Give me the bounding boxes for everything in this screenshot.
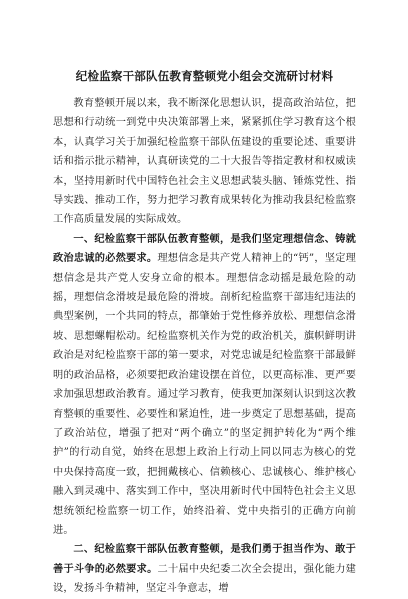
section-1-paragraph — [53, 230, 356, 541]
section-1-text: 理想信念是共产党人精神上的“钙”，坚定理想信念是共产党人安身立命的根本。理想信念动摇是最危险的动摇，理想信念滑坡是最危险的滑坡。剖析纪检监察干部违纪违法的典型案例，一个共同的特点，都肇始于党性修养放松、理想信念滑坡、思想螺帽松动。纪检监察机关作为党的政治机关，旗帜鲜明讲政治是对纪检监察干部的第一要求，对党忠诚是纪检监察干部最鲜明的政治品格，必须要把政治建设摆在首位，以更高标准、更严要求加强思想政治教育。通过学习教育，使我更加深刻认识到这次教育整顿的重要性、必要性和紧迫性，进一步奠定了思想基础，提高了政治站位，增强了把对“两个确立”的坚定拥护转化为“两个维护”的行动自觉，始终在思想上政治上行动上同以同志为核心的党中央保持高度一致，把拥戴核心、信赖核心、忠诚核心、维护核心融入到灵魂中、落实到工作中，坚决用新时代中国特色社会主义思想统领纪检监察一切工作，始终沿着、党中央指引的正确方向前进。 — [53, 253, 357, 536]
section-2-paragraph — [53, 540, 356, 598]
intro-paragraph — [53, 94, 356, 230]
section-1-heading: 一、纪检监察干部队伍教育整顿，是我们坚定理想信念、铸就政治忠诚的必然要求。 — [53, 232, 356, 265]
section-2-heading: 二、纪检监察干部队伍教育整顿，是我们勇于担当作为、敢于善于斗争的必然要求。 — [53, 543, 356, 575]
document-title: 纪检监察干部队伍教育整顿党小组会交流研讨材料 — [75, 69, 334, 83]
section-2-text: 二十届中央纪委二次全会提出，强化能力建设，发扬斗争精神，坚定斗争意志，增 — [53, 563, 357, 595]
intro-paragraph-text: 教育整顿开展以来，我不断深化思想认识，提高政治站位，把思想和行动统一到党中央决策部署上来，紧紧抓住学习教育这个根本，认真学习关于加强纪检监察干部队伍建设的重要论述、重要讲话和指示批示精神，认真研读党的二十大报告等指定教材和权威读本，坚持用新时代中国特色社会主义思想武装头脑、锤炼党性、指导实践、推动工作，努力把学习教育成果转化为推动我县纪检监察工作高质量发展的实际成效。 — [53, 98, 356, 226]
